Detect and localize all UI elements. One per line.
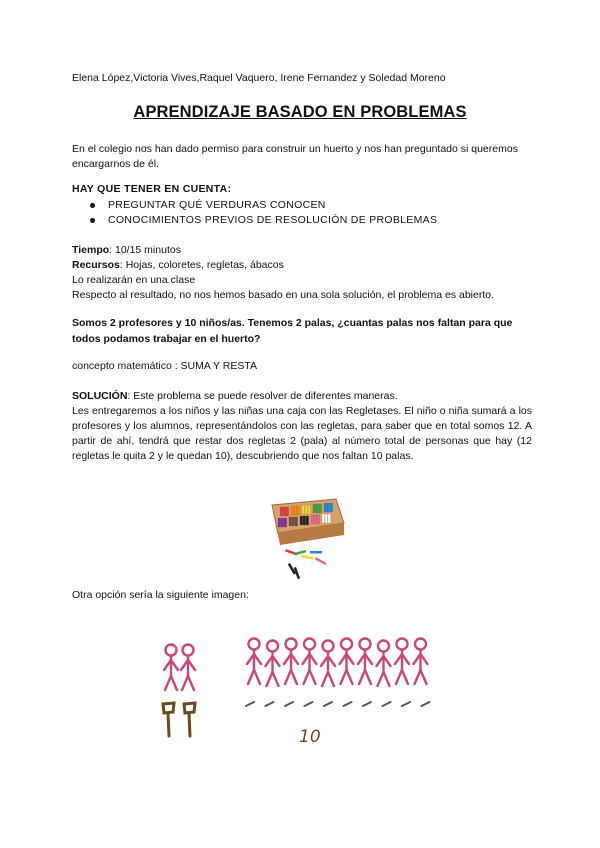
place-line: Lo realizarán en una clase xyxy=(72,274,196,286)
dash-mark xyxy=(324,702,332,706)
solution-label: SOLUCIÓN xyxy=(72,390,128,402)
stick-figure xyxy=(284,639,298,685)
regletas-box-photo xyxy=(250,483,350,583)
intro-paragraph: En el colegio nos han dado permiso para construir un huerto y nos han preguntado si queremos encargarnos de él. xyxy=(72,143,518,170)
recursos-value: : Hojas, coloretes, regletas, ábacos xyxy=(119,259,284,271)
stick-figure xyxy=(181,645,195,691)
rod-compartment xyxy=(302,505,311,514)
rod-compartment xyxy=(313,504,322,513)
rod-compartment xyxy=(289,517,298,526)
math-concept: concepto matemático : SUMA Y RESTA xyxy=(72,360,257,372)
teacher-figures xyxy=(164,645,195,691)
stick-figure xyxy=(266,641,280,687)
hand-drawing xyxy=(155,630,450,750)
rod-compartment xyxy=(280,507,289,516)
rod-compartment xyxy=(311,515,320,524)
stick-figure xyxy=(340,639,354,685)
rod-compartment xyxy=(278,518,287,527)
shovel-drawings xyxy=(163,703,195,736)
loose-rod xyxy=(310,551,322,554)
answer-number: 10 xyxy=(299,727,321,747)
dash-mark xyxy=(383,702,391,706)
dash-mark xyxy=(266,702,274,706)
recursos-line xyxy=(72,258,532,273)
solution-lead-line xyxy=(72,389,532,404)
problem-question: Somos 2 profesores y 10 niños/as. Tenemos 2 palas, ¿cuantas palas nos faltan para que todos podamos trabajar en el huerto? xyxy=(72,317,513,345)
dash-mark xyxy=(246,702,254,706)
children-figures xyxy=(247,639,428,687)
recursos-label: Recursos xyxy=(72,259,120,271)
stick-figure xyxy=(377,641,391,687)
shovel xyxy=(163,703,174,736)
stick-figure xyxy=(247,639,261,685)
solution-body: Les entregaremos a los niños y las niñas una caja con las Regletases. El niño o niña sumará a los profesores y los alumnos, representándolos con las regletas, para saber que en total somos 12. A partir de ahí, tendrá que restar dos regletas 2 (pala) al número total de personas que hay (12 regletas le quita 2 y le quedan 10), descubriendo que nos faltan 10 palas. xyxy=(72,405,532,462)
tiempo-line xyxy=(72,243,532,258)
dash-mark xyxy=(402,702,410,706)
list-item: PREGUNTAR QUÉ VERDURAS CONOCEN xyxy=(90,198,437,213)
rod-compartment xyxy=(291,506,300,515)
dash-mark xyxy=(344,702,352,706)
stick-figure xyxy=(395,639,409,685)
dash-mark xyxy=(363,702,371,706)
stick-figure xyxy=(164,645,178,691)
considerations-list xyxy=(90,198,437,228)
other-option-text: Otra opción sería la siguiente imagen: xyxy=(72,589,249,601)
stick-figure xyxy=(321,641,335,687)
result-line: Respecto al resultado, no nos hemos basado en una sola solución, el problema es abierto. xyxy=(72,289,495,301)
rod-compartment xyxy=(322,514,331,523)
tiempo-label: Tiempo xyxy=(72,244,110,256)
dash-mark xyxy=(305,702,313,706)
solution-block xyxy=(72,389,532,464)
shovel xyxy=(184,703,195,736)
list-item: CONOCIMIENTOS PREVIOS DE RESOLUCIÓN DE PROBLEMAS xyxy=(90,213,437,228)
dash-mark xyxy=(422,702,430,706)
page-title: APRENDIZAJE BASADO EN PROBLEMAS xyxy=(133,103,467,121)
details-block xyxy=(72,243,532,303)
solution-lead: : Este problema se puede resolver de diferentes maneras. xyxy=(127,390,398,402)
rod-compartment xyxy=(324,503,333,512)
missing-shovel-dashes xyxy=(246,702,430,706)
stick-figure xyxy=(358,639,372,685)
stick-figure xyxy=(414,639,428,685)
stick-figure xyxy=(303,639,317,685)
rod-compartment xyxy=(300,516,309,525)
authors-line: Elena López,Victoria Vives,Raquel Vaquero, Irene Fernandez y Soledad Moreno xyxy=(72,72,446,84)
dash-mark xyxy=(285,702,293,706)
considerations-heading: HAY QUE TENER EN CUENTA: xyxy=(72,183,232,195)
tiempo-value: : 10/15 minutos xyxy=(109,244,181,256)
